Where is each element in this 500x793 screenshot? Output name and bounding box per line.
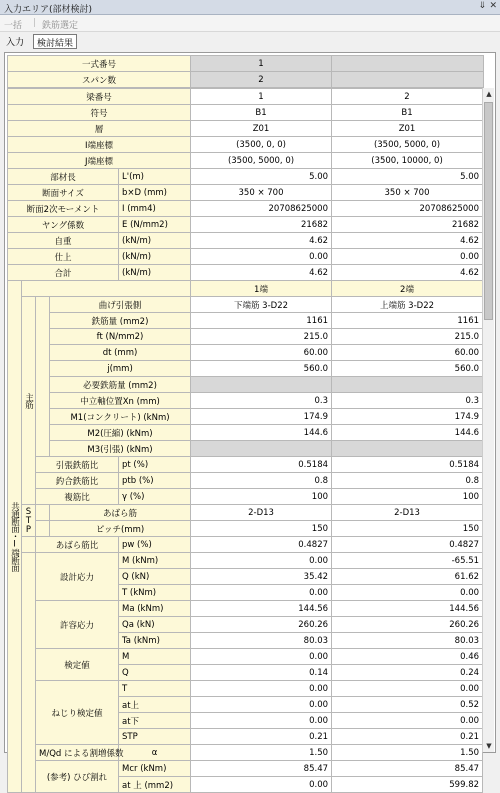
prop-value-1[interactable]: 350 × 700 (191, 185, 332, 201)
torsion-unit: STP (119, 729, 191, 745)
table-row (8, 137, 483, 153)
check-value-1[interactable]: 0.00 (191, 649, 332, 665)
main-row-value-2[interactable]: 560.0 (332, 361, 483, 377)
j-coord-2[interactable]: (3500, 10000, 0) (332, 153, 483, 169)
prop-value-2[interactable]: 4.62 (332, 233, 483, 249)
torsion-value-2[interactable]: 0.00 (332, 681, 483, 697)
allow-stress-value-1[interactable]: 80.03 (191, 633, 332, 649)
alpha-value-2[interactable]: 1.50 (332, 745, 483, 761)
table-row (8, 409, 483, 425)
table-row (8, 281, 483, 297)
stp-label: ピッチ(mm) (50, 521, 191, 537)
main-row-label: ft (N/mm2) (50, 329, 191, 345)
allow-stress-value-2[interactable]: 260.26 (332, 617, 483, 633)
table-row (8, 361, 483, 377)
table-row (8, 89, 483, 105)
ratio-label: 引張鉄筋比 (36, 457, 119, 473)
table-row (8, 457, 483, 473)
crack-value-1[interactable]: 85.47 (191, 761, 332, 777)
main-row-label: M3(引張) (kNm) (50, 441, 191, 457)
main-row-value-2[interactable]: 215.0 (332, 329, 483, 345)
empty-cell (22, 553, 36, 793)
main-row-value-2[interactable]: 60.00 (332, 345, 483, 361)
main-row-label: dt (mm) (50, 345, 191, 361)
stp-value-2[interactable]: 150 (332, 521, 483, 537)
prop-unit: b×D (mm) (119, 185, 191, 201)
empty-cell (332, 56, 484, 72)
main-row-value-1[interactable]: 0.3 (191, 393, 332, 409)
design-stress-value-2[interactable]: 0.00 (332, 585, 483, 601)
span-count-label: スパン数 (8, 72, 191, 88)
section-title: 共通断面・I端断面 (8, 281, 22, 793)
main-row-value-2[interactable]: 0.3 (332, 393, 483, 409)
table-row (8, 505, 483, 521)
alpha-value-1[interactable]: 1.50 (191, 745, 332, 761)
rebar-select-button[interactable]: 鉄筋選定 (42, 21, 79, 31)
allow-stress-unit: Ta (kNm) (119, 633, 191, 649)
prop-value-1[interactable]: 5.00 (191, 169, 332, 185)
floor-label: 層 (8, 121, 191, 137)
design-stress-unit: M (kNm) (119, 553, 191, 569)
main-row-label: 必要鉄筋量 (mm2) (50, 377, 191, 393)
ratio-value-1[interactable]: 0.5184 (191, 457, 332, 473)
check-value-2[interactable]: 0.46 (332, 649, 483, 665)
i-coord-2[interactable]: (3500, 5000, 0) (332, 137, 483, 153)
vertical-scrollbar[interactable] (482, 88, 494, 752)
main-row-label: 中立軸位置Xn (mm) (50, 393, 191, 409)
window-title: 入力エリア(部材検討) (4, 5, 93, 15)
end-label-2: 2端 (332, 281, 483, 297)
end-label-1: 1端 (191, 281, 332, 297)
table-row (8, 201, 483, 217)
table-row (8, 169, 483, 185)
crack-value-2[interactable]: 85.47 (332, 761, 483, 777)
symbol-label: 符号 (8, 105, 191, 121)
prop-unit: L'(m) (119, 169, 191, 185)
ratio-unit: pt (%) (119, 457, 191, 473)
torsion-value-2[interactable]: 0.00 (332, 713, 483, 729)
main-row-value-1 (191, 441, 332, 457)
design-stress-value-2[interactable]: 61.62 (332, 569, 483, 585)
check-value-2[interactable]: 0.24 (332, 665, 483, 681)
main-row-value-1[interactable]: 1161 (191, 313, 332, 329)
prop-label: 部材長 (8, 169, 119, 185)
table-row (8, 121, 483, 137)
table-row (8, 553, 483, 569)
prop-label: 合計 (8, 265, 119, 281)
allow-stress-value-2[interactable]: 144.56 (332, 601, 483, 617)
prop-value-2[interactable]: 20708625000 (332, 201, 483, 217)
stp-value-2[interactable]: 2-D13 (332, 505, 483, 521)
design-stress-label: 設計応力 (36, 553, 119, 601)
stp-label: あばら筋 (50, 505, 191, 521)
member-grid (7, 88, 483, 793)
torsion-label: ねじり検定値 (36, 681, 119, 745)
beam-no-label: 梁番号 (8, 89, 191, 105)
allow-stress-unit: Qa (kN) (119, 617, 191, 633)
main-row-value-2[interactable]: 144.6 (332, 425, 483, 441)
header-table (7, 55, 484, 88)
tab-results[interactable]: 検討結果 (33, 34, 77, 49)
j-coord-label: J端座標 (8, 153, 191, 169)
table-row (8, 441, 483, 457)
last-row-value-1[interactable]: 0.00 (191, 777, 332, 793)
empty-cell (22, 537, 36, 553)
allow-stress-label: 許容応力 (36, 601, 119, 649)
floor-2[interactable]: Z01 (332, 121, 483, 137)
main-row-value-1[interactable]: 174.9 (191, 409, 332, 425)
stp-value-1[interactable]: 150 (191, 521, 332, 537)
results-panel (4, 52, 496, 791)
torsion-unit: at上 (119, 697, 191, 713)
allow-stress-value-1[interactable]: 260.26 (191, 617, 332, 633)
ratio-value-1[interactable]: 100 (191, 489, 332, 505)
prop-value-1[interactable]: 0.00 (191, 249, 332, 265)
prop-value-2[interactable]: 21682 (332, 217, 483, 233)
stp-value-1[interactable]: 2-D13 (191, 505, 332, 521)
main-row-value-1[interactable]: 215.0 (191, 329, 332, 345)
torsion-value-2[interactable]: 0.21 (332, 729, 483, 745)
i-coord-1[interactable]: (3500, 0, 0) (191, 137, 332, 153)
pw-value-1[interactable]: 0.4827 (191, 537, 332, 553)
torsion-value-1[interactable]: 0.00 (191, 697, 332, 713)
prop-value-1[interactable]: 4.62 (191, 265, 332, 281)
close-icon[interactable]: ✕ (489, 1, 497, 11)
check-value-1[interactable]: 0.14 (191, 665, 332, 681)
table-row (8, 153, 483, 169)
table-row (8, 393, 483, 409)
scroll-thumb[interactable] (484, 102, 493, 320)
crack-unit: Mcr (kNm) (119, 761, 191, 777)
main-rebar-group: 主筋 (22, 297, 36, 505)
window-titlebar (0, 0, 500, 15)
design-stress-unit: Q (kN) (119, 569, 191, 585)
table-row (8, 761, 483, 777)
symbol-2[interactable]: B1 (332, 105, 483, 121)
last-row-unit: at 上 (mm2) (119, 777, 191, 793)
span-count-value[interactable]: 2 (191, 72, 332, 88)
empty-cell (36, 505, 50, 521)
prop-unit: (kN/m) (119, 233, 191, 249)
main-row-value-2 (332, 377, 483, 393)
pin-icon[interactable]: ⇓ (478, 1, 486, 11)
table-row (8, 537, 483, 553)
prop-value-1[interactable]: 4.62 (191, 233, 332, 249)
beam-no-2[interactable]: 2 (332, 89, 483, 105)
table-row (8, 473, 483, 489)
toolbar (0, 15, 500, 32)
tab-bar (0, 33, 500, 50)
scroll-down-icon[interactable]: ▼ (486, 742, 492, 750)
torsion-unit: at下 (119, 713, 191, 729)
member-grid-viewport (7, 88, 482, 791)
crack-label: (参考) ひび割れ (36, 761, 119, 793)
main-row-value-1[interactable]: 下端筋 3-D22 (191, 297, 332, 313)
ratio-unit: ptb (%) (119, 473, 191, 489)
table-row (8, 56, 484, 72)
main-row-value-1[interactable]: 560.0 (191, 361, 332, 377)
table-row (8, 489, 483, 505)
main-row-value-1 (191, 377, 332, 393)
torsion-unit: T (119, 681, 191, 697)
ratio-value-2[interactable]: 100 (332, 489, 483, 505)
table-row (8, 265, 483, 281)
table-row (8, 329, 483, 345)
prop-value-1[interactable]: 21682 (191, 217, 332, 233)
prop-unit: (kN/m) (119, 265, 191, 281)
main-row-value-2[interactable]: 174.9 (332, 409, 483, 425)
empty-cell (36, 297, 50, 457)
bulk-button[interactable]: 一括 (4, 21, 23, 31)
main-row-label: 鉄筋量 (mm2) (50, 313, 191, 329)
table-row (8, 649, 483, 665)
ratio-unit: γ (%) (119, 489, 191, 505)
table-row (8, 185, 483, 201)
table-row (8, 425, 483, 441)
main-row-label: M1(コンクリート) (kNm) (50, 409, 191, 425)
prop-label: 仕上 (8, 249, 119, 265)
prop-value-2[interactable]: 4.62 (332, 265, 483, 281)
alpha-unit: α (119, 745, 191, 761)
allow-stress-unit: Ma (kNm) (119, 601, 191, 617)
prop-label: ヤング係数 (8, 217, 119, 233)
main-row-value-2 (332, 441, 483, 457)
alpha-label: M/Qd による割増係数 (36, 745, 119, 761)
allow-stress-value-1[interactable]: 144.56 (191, 601, 332, 617)
toolbar-separator: | (33, 18, 37, 28)
design-stress-value-1[interactable]: 0.00 (191, 553, 332, 569)
beam-no-1[interactable]: 1 (191, 89, 332, 105)
ratio-value-2[interactable]: 0.8 (332, 473, 483, 489)
set-number-value[interactable]: 1 (191, 56, 332, 72)
prop-label: 断面2次モーメント (8, 201, 119, 217)
ratio-value-2[interactable]: 0.5184 (332, 457, 483, 473)
prop-value-2[interactable]: 0.00 (332, 249, 483, 265)
main-row-value-2[interactable]: 1161 (332, 313, 483, 329)
table-row (8, 745, 483, 761)
prop-value-2[interactable]: 350 × 700 (332, 185, 483, 201)
prop-unit: E (N/mm2) (119, 217, 191, 233)
prop-unit: (kN/m) (119, 249, 191, 265)
floor-1[interactable]: Z01 (191, 121, 332, 137)
torsion-value-2[interactable]: 0.52 (332, 697, 483, 713)
torsion-value-1[interactable]: 0.00 (191, 713, 332, 729)
prop-unit: I (mm4) (119, 201, 191, 217)
design-stress-value-1[interactable]: 35.42 (191, 569, 332, 585)
design-stress-value-1[interactable]: 0.00 (191, 585, 332, 601)
prop-label: 自重 (8, 233, 119, 249)
table-row (8, 249, 483, 265)
table-row (8, 72, 484, 88)
table-row (8, 377, 483, 393)
torsion-value-1[interactable]: 0.00 (191, 681, 332, 697)
main-row-value-1[interactable]: 60.00 (191, 345, 332, 361)
table-row (8, 105, 483, 121)
main-row-label: j(mm) (50, 361, 191, 377)
symbol-1[interactable]: B1 (191, 105, 332, 121)
check-label: 検定値 (36, 649, 119, 681)
table-row (8, 217, 483, 233)
empty-cell (22, 281, 191, 297)
empty-cell (332, 72, 484, 88)
torsion-value-1[interactable]: 0.21 (191, 729, 332, 745)
check-unit: Q (119, 665, 191, 681)
set-number-label: 一式番号 (8, 56, 191, 72)
table-row (8, 345, 483, 361)
stp-group: STP (22, 505, 36, 537)
pw-value-2[interactable]: 0.4827 (332, 537, 483, 553)
main-row-label: M2(圧縮) (kNm) (50, 425, 191, 441)
prop-value-2[interactable]: 5.00 (332, 169, 483, 185)
design-stress-unit: T (kNm) (119, 585, 191, 601)
pw-unit: pw (%) (119, 537, 191, 553)
table-row (8, 233, 483, 249)
main-row-value-2[interactable]: 上端筋 3-D22 (332, 297, 483, 313)
j-coord-1[interactable]: (3500, 5000, 0) (191, 153, 332, 169)
allow-stress-value-2[interactable]: 80.03 (332, 633, 483, 649)
last-row-value-2[interactable]: 599.82 (332, 777, 483, 793)
prop-label: 断面サイズ (8, 185, 119, 201)
i-coord-label: I端座標 (8, 137, 191, 153)
prop-value-1[interactable]: 20708625000 (191, 201, 332, 217)
table-row (8, 681, 483, 697)
ratio-value-1[interactable]: 0.8 (191, 473, 332, 489)
ratio-label: 釣合鉄筋比 (36, 473, 119, 489)
scroll-up-icon[interactable]: ▲ (486, 90, 492, 98)
table-row (8, 313, 483, 329)
ratio-label: 複筋比 (36, 489, 119, 505)
pw-label: あばら筋比 (36, 537, 119, 553)
main-row-value-1[interactable]: 144.6 (191, 425, 332, 441)
main-row-label: 曲げ引張側 (50, 297, 191, 313)
tab-input[interactable]: 入力 (6, 38, 25, 48)
design-stress-value-2[interactable]: -65.51 (332, 553, 483, 569)
table-row (8, 297, 483, 313)
empty-cell (36, 521, 50, 537)
table-row (8, 521, 483, 537)
check-unit: M (119, 649, 191, 665)
table-row (8, 601, 483, 617)
